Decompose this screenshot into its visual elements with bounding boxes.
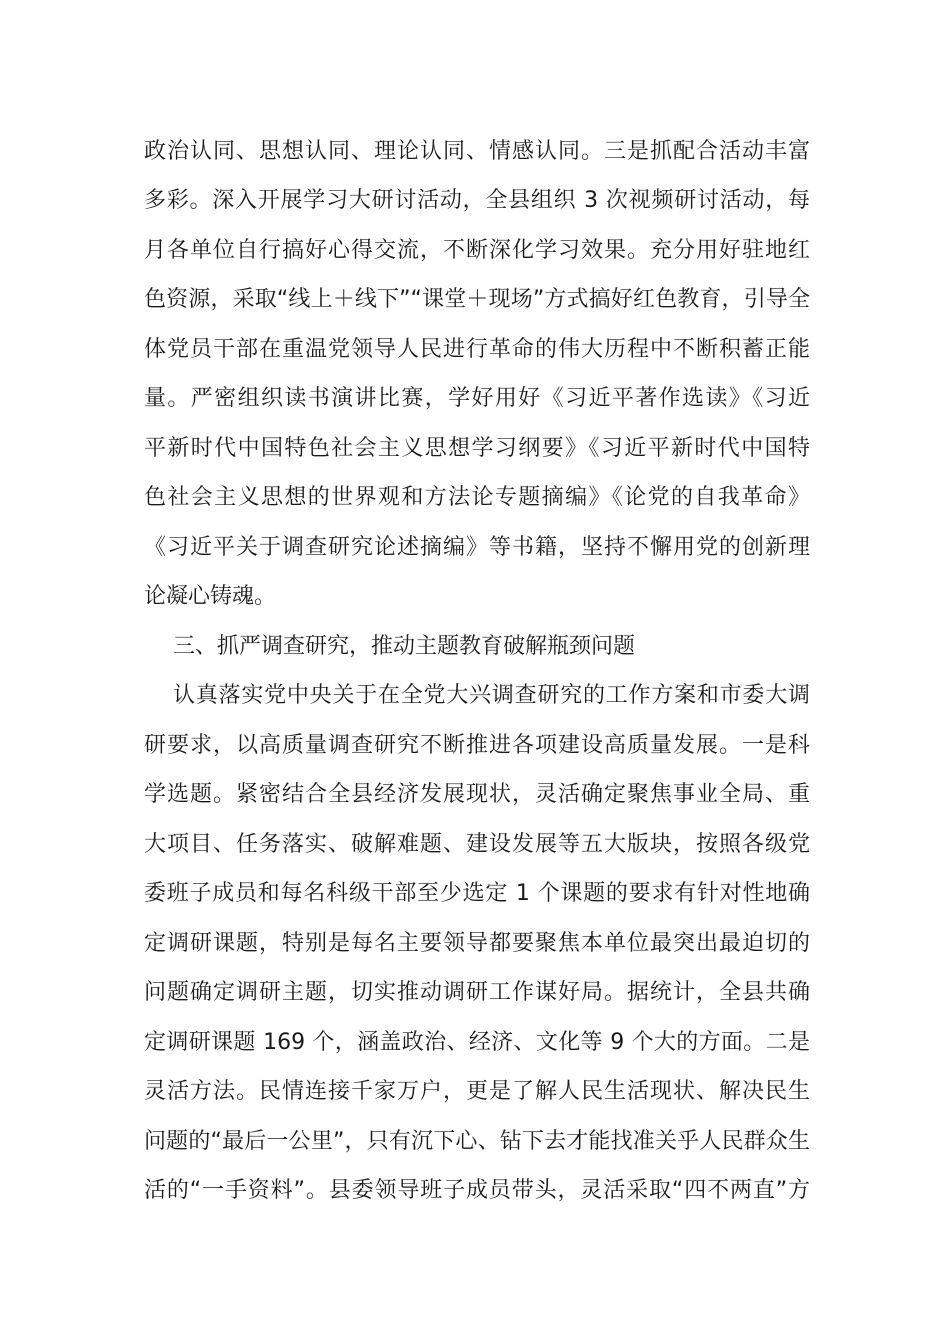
paragraph-line: 色资源，采取“线上＋线下”“课堂＋现场”方式搞好红色教育，引导全	[144, 287, 810, 312]
paragraph-line: 量。严密组织读书演讲比赛，学好用好《习近平著作选读》《习近	[144, 386, 810, 411]
section-heading: 三、抓严调查研究，推动主题教育破解瓶颈问题	[173, 634, 636, 659]
paragraph-line: 认真落实党中央关于在全党大兴调查研究的工作方案和市委大调	[173, 683, 810, 708]
paragraph-line: 活的“一手资料”。县委领导班子成员带头，灵活采取“四不两直”方	[144, 1178, 810, 1203]
paragraph-line: 《习近平关于调查研究论述摘编》等书籍，坚持不懈用党的创新理	[144, 535, 810, 560]
paragraph-line: 定调研课题 169 个，涵盖政治、经济、文化等 9 个大的方面。二是	[144, 1030, 810, 1055]
paragraph-line: 平新时代中国特色社会主义思想学习纲要》《习近平新时代中国特	[144, 436, 810, 461]
paragraph-line: 研要求，以高质量调查研究不断推进各项建设高质量发展。一是科	[144, 733, 810, 758]
paragraph-line: 月各单位自行搞好心得交流，不断深化学习效果。充分用好驻地红	[144, 238, 810, 263]
paragraph-line: 问题确定调研主题，切实推动调研工作谋好局。据统计，全县共确	[144, 980, 810, 1005]
paragraph-line: 委班子成员和每名科级干部至少选定 1 个课题的要求有针对性地确	[144, 881, 810, 906]
paragraph-line: 论凝心铸魂。	[144, 584, 277, 609]
paragraph-line: 政治认同、思想认同、理论认同、情感认同。三是抓配合活动丰富	[144, 139, 810, 164]
paragraph-line: 学选题。紧密结合全县经济发展现状，灵活确定聚焦事业全局、重	[144, 782, 810, 807]
paragraph-line: 多彩。深入开展学习大研讨活动，全县组织 3 次视频研讨活动，每	[144, 188, 810, 213]
paragraph-line: 灵活方法。民情连接千家万户，更是了解人民生活现状、解决民生	[144, 1079, 810, 1104]
paragraph-line: 体党员干部在重温党领导人民进行革命的伟大历程中不断积蓄正能	[144, 337, 810, 362]
paragraph-line: 大项目、任务落实、破解难题、建设发展等五大版块，按照各级党	[144, 832, 810, 857]
paragraph-line: 问题的“最后一公里”，只有沉下心、钻下去才能找准关乎人民群众生	[144, 1129, 810, 1154]
paragraph-line: 定调研课题，特别是每名主要领导都要聚焦本单位最突出最迫切的	[144, 931, 810, 956]
paragraph-line: 色社会主义思想的世界观和方法论专题摘编》《论党的自我革命》	[144, 485, 810, 510]
